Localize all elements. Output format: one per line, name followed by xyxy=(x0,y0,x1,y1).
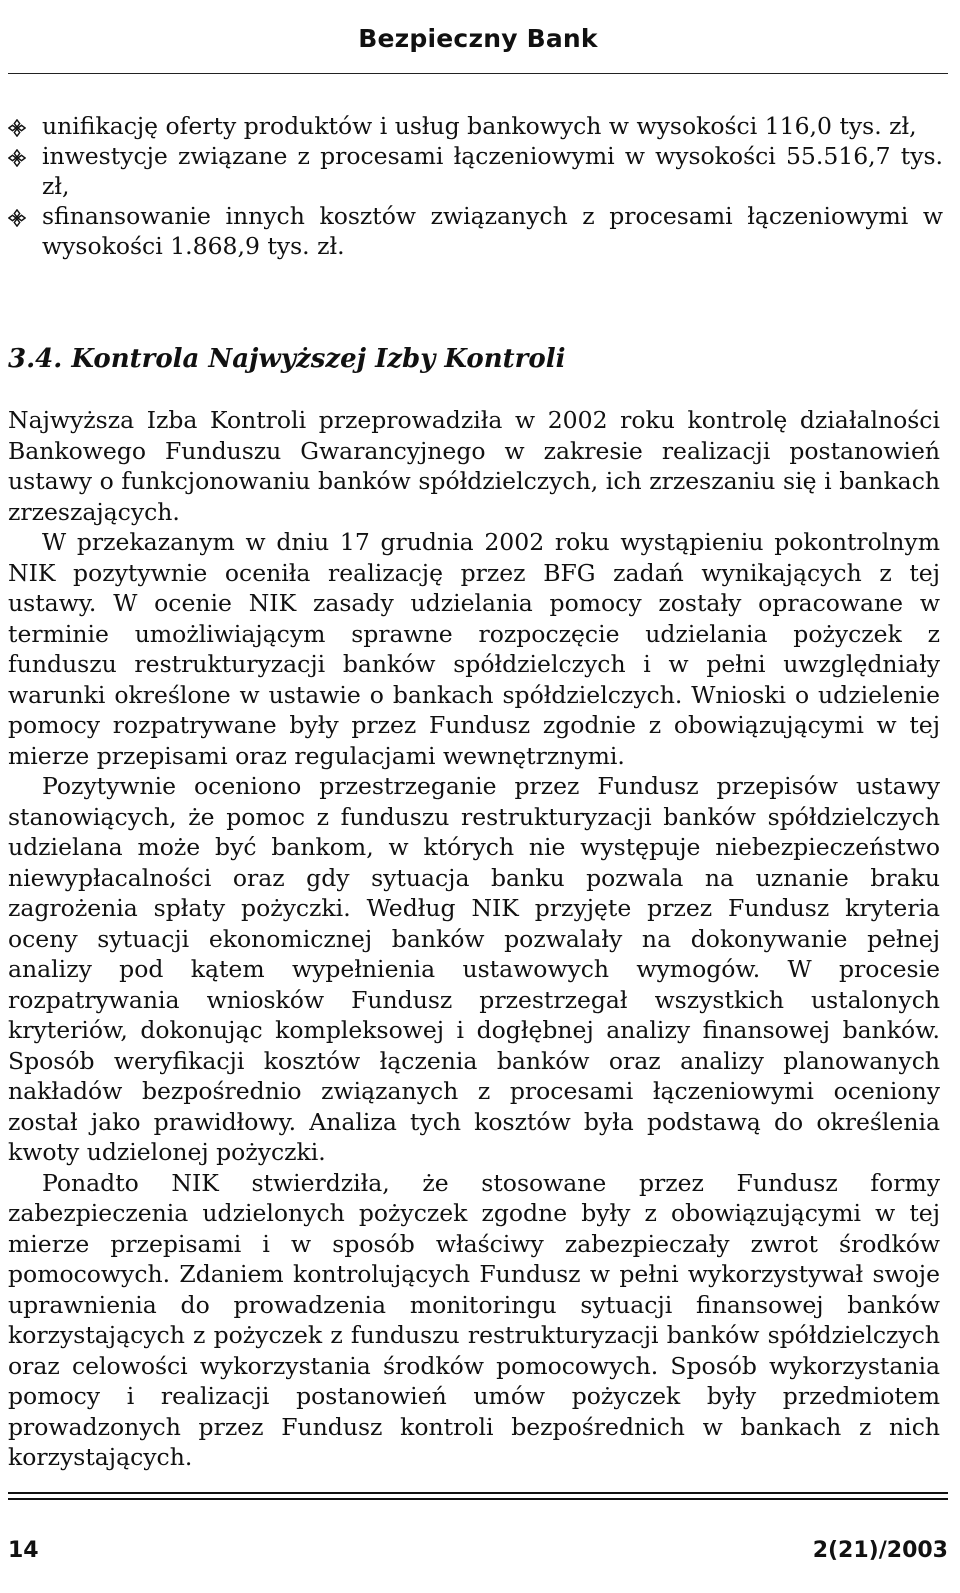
paragraph: Pozytywnie oceniono przestrzeganie przez Fundusz przepisów ustawy stanowiących, że pomoc z funduszu restrukturyzacji banków spółdzielczych udzielana może być bankom, w których nie występuje niebezpieczeństwo niewypłacalności oraz gdy sytuacja banku pozwala na uznanie braku zagrożenia spłaty pożyczki. Według NIK przyjęte przez Fundusz kryteria oceny sytuacji ekonomicznej banków pozwalały na dokonywanie pełnej analizy pod kątem wypełnienia ustawowych wymogów. W procesie rozpatrywania wniosków Fundusz przestrzegał wszystkich ustalonych kryteriów, dokonując kompleksowej i dogłębnej analizy finansowej banków. Sposób weryfikacji kosztów łączenia banków oraz analizy planowanych nakładów bezpośrednio związanych z procesami łączeniowymi oceniony został jako prawidłowy. Analiza tych kosztów była podstawą do określenia kwoty udzielonej pożyczki. xyxy=(8,772,940,1166)
issue-number: 2(21)/2003 xyxy=(812,1538,948,1563)
diamond-bullet-icon xyxy=(8,209,26,227)
list-item xyxy=(8,111,943,141)
body-text xyxy=(8,405,940,1473)
publication-title: Bezpieczny Bank xyxy=(358,24,598,53)
page-number: 14 xyxy=(8,1538,39,1563)
list-item xyxy=(8,141,943,201)
list-item xyxy=(8,201,943,261)
diamond-bullet-icon xyxy=(8,119,26,137)
running-header xyxy=(8,0,948,74)
footer-rule-top xyxy=(8,1492,948,1494)
diamond-bullet-icon xyxy=(8,149,26,167)
list-item-text: inwestycje związane z procesami łączeniowymi w wysokości 55.516,7 tys. zł, xyxy=(42,142,943,200)
paragraph: W przekazanym w dniu 17 grudnia 2002 roku wystąpieniu pokontrolnym NIK pozytywnie oceniła realizację przez BFG zadań wynikających z tej ustawy. W ocenie NIK zasady udzielania pomocy zostały opracowane w terminie umożliwiającym sprawne rozpoczęcie udzielania pożyczek z funduszu restrukturyzacji banków spółdzielczych i w pełni uwzględniały warunki określone w ustawie o bankach spółdzielczych. Wnioski o udzielenie pomocy rozpatrywane były przez Fundusz zgodnie z obowiązującymi w tej mierze przepisami oraz regulacjami wewnętrznymi. xyxy=(8,528,940,770)
list-item-text: unifikację oferty produktów i usług bankowych w wysokości 116,0 tys. zł, xyxy=(42,112,917,140)
section-heading: 3.4. Kontrola Najwyższej Izby Kontroli xyxy=(8,344,566,374)
paragraph: Ponadto NIK stwierdziła, że stosowane przez Fundusz formy zabezpieczenia udzielonych pożyczek zgodne były z obowiązującymi w tej mierze przepisami i w sposób właściwy zabezpieczały zwrot środków pomocowych. Zdaniem kontrolujących Fundusz w pełni wykorzystywał swoje uprawnienia do prowadzenia monitoringu sytuacji finansowej banków korzystających z pożyczek z funduszu restrukturyzacji banków spółdzielczych oraz celowości wykorzystania środków pomocowych. Sposób wykorzystania pomocy i realizacji postanowień umów pożyczek były przedmiotem prowadzonych przez Fundusz kontroli bezpośrednich w bankach z nich korzystających. xyxy=(8,1168,940,1471)
footer-rule-bottom xyxy=(8,1498,948,1500)
paragraph: Najwyższa Izba Kontroli przeprowadziła w 2002 roku kontrolę działalności Bankowego Funduszu Gwarancyjnego w zakresie realizacji postanowień ustawy o funkcjonowaniu banków spółdzielczych, ich zrzeszaniu się i bankach zrzeszających. xyxy=(8,406,940,526)
page-footer xyxy=(8,1538,948,1563)
list-item-text: sfinansowanie innych kosztów związanych z procesami łączeniowymi w wysokości 1.868,9 tys. zł. xyxy=(42,202,943,260)
bullet-list xyxy=(8,111,943,261)
